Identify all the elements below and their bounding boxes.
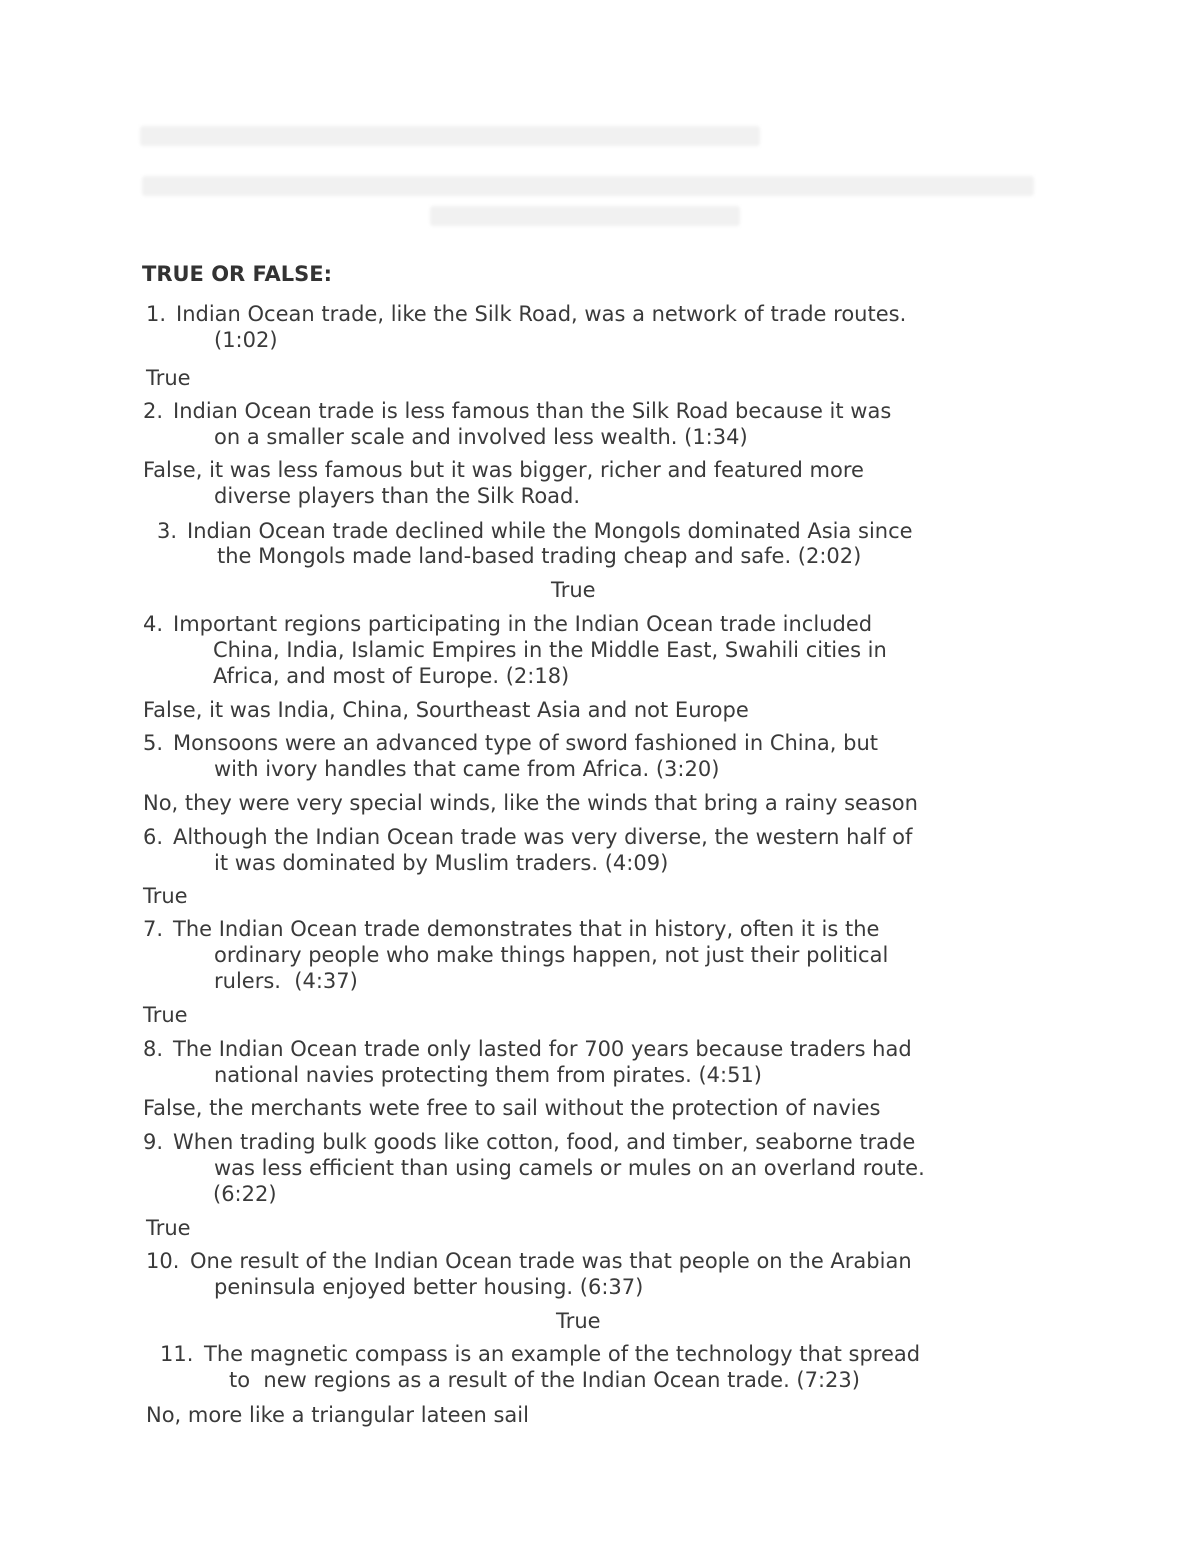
question-text: Monsoons were an advanced type of sword fashioned in China, but — [173, 731, 879, 755]
question-number: 10. — [146, 1249, 180, 1273]
question-text: (6:22) — [213, 1182, 277, 1206]
question-number: 2. — [143, 399, 164, 423]
question-text: with ivory handles that came from Africa. (3:20) — [214, 757, 720, 781]
question-text: rulers. (4:37) — [214, 969, 358, 993]
question-text: the Mongols made land-based trading cheap and safe. (2:02) — [217, 544, 862, 568]
question-text: One result of the Indian Ocean trade was that people on the Arabian — [190, 1249, 912, 1273]
question-number: 8. — [143, 1037, 164, 1061]
question-text: to new regions as a result of the Indian Ocean trade. (7:23) — [229, 1368, 860, 1392]
answer-text: No, they were very special winds, like the winds that bring a rainy season — [143, 791, 918, 815]
answer-text: False, it was India, China, Sourtheast Asia and not Europe — [143, 698, 749, 722]
blurred-subtitle-line-2 — [430, 206, 740, 226]
question-number: 4. — [143, 612, 164, 636]
question-number: 1. — [146, 302, 167, 326]
question-number: 3. — [157, 519, 178, 543]
answer-text: False, the merchants wete free to sail without the protection of navies — [143, 1096, 881, 1120]
question-text: peninsula enjoyed better housing. (6:37) — [214, 1275, 644, 1299]
question-text: The Indian Ocean trade demonstrates that in history, often it is the — [173, 917, 880, 941]
blurred-subtitle-line — [142, 176, 1034, 196]
question-number: 7. — [143, 917, 164, 941]
answer-text: True — [556, 1309, 601, 1333]
question-text: ordinary people who make things happen, not just their political — [214, 943, 889, 967]
question-text: (1:02) — [214, 328, 278, 352]
question-text: on a smaller scale and involved less wealth. (1:34) — [214, 425, 748, 449]
answer-text: True — [146, 1216, 191, 1240]
question-text: The Indian Ocean trade only lasted for 700 years because traders had — [173, 1037, 912, 1061]
question-text: Africa, and most of Europe. (2:18) — [213, 664, 570, 688]
question-text: Indian Ocean trade declined while the Mongols dominated Asia since — [187, 519, 913, 543]
question-number: 9. — [143, 1130, 164, 1154]
question-text: Indian Ocean trade is less famous than the Silk Road because it was — [173, 399, 892, 423]
question-text: The magnetic compass is an example of the technology that spread — [204, 1342, 921, 1366]
question-number: 5. — [143, 731, 164, 755]
question-text: it was dominated by Muslim traders. (4:09) — [214, 851, 669, 875]
question-text: national navies protecting them from pirates. (4:51) — [214, 1063, 762, 1087]
question-text: was less efficient than using camels or mules on an overland route. — [214, 1156, 925, 1180]
answer-text: No, more like a triangular lateen sail — [146, 1403, 529, 1427]
answer-text: True — [143, 884, 188, 908]
answer-text: diverse players than the Silk Road. — [214, 484, 581, 508]
question-text: China, India, Islamic Empires in the Middle East, Swahili cities in — [213, 638, 887, 662]
answer-text: True — [551, 578, 596, 602]
question-text: Indian Ocean trade, like the Silk Road, was a network of trade routes. — [176, 302, 907, 326]
question-text: Although the Indian Ocean trade was very diverse, the western half of — [173, 825, 913, 849]
answer-text: True — [146, 366, 191, 390]
question-number: 6. — [143, 825, 164, 849]
question-text: Important regions participating in the Indian Ocean trade included — [173, 612, 873, 636]
question-number: 11. — [160, 1342, 194, 1366]
blurred-title-line — [140, 126, 760, 146]
page-heading: TRUE OR FALSE: — [142, 262, 332, 286]
answer-text: True — [143, 1003, 188, 1027]
question-text: When trading bulk goods like cotton, food, and timber, seaborne trade — [173, 1130, 916, 1154]
answer-text: False, it was less famous but it was bigger, richer and featured more — [143, 458, 864, 482]
